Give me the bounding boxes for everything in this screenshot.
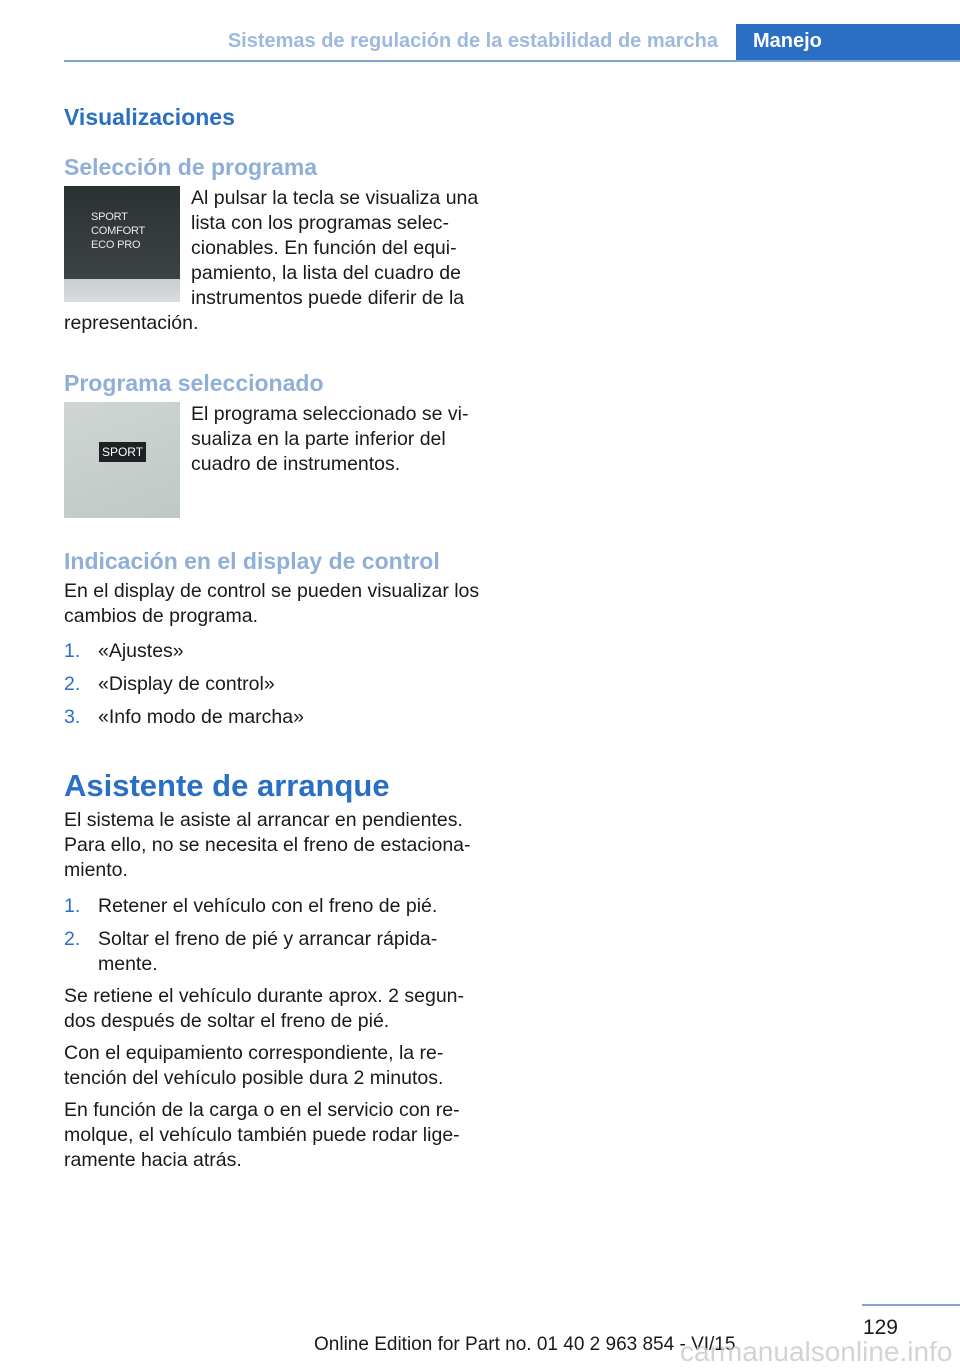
menu-item-sport: SPORT xyxy=(91,211,128,223)
program-menu xyxy=(91,210,145,252)
program-list-image xyxy=(64,186,180,302)
list-item: 2. «Display de control» xyxy=(64,673,275,695)
asistente-paragraph-1: Se retiene el vehículo durante aprox. 2 segun‐dos después de soltar el freno de pié. xyxy=(64,985,465,1032)
main-column xyxy=(64,102,480,1173)
header-chapter-tab: Manejo xyxy=(736,24,960,62)
list-item: 3. «Info modo de marcha» xyxy=(64,706,304,728)
seleccionado-block xyxy=(64,402,480,522)
watermark: carmanualsonline.info xyxy=(680,1336,953,1367)
footer-edition: Online Edition for Part no. 01 40 2 963 854 - VI/15 xyxy=(314,1334,736,1355)
menu-item-comfort: COMFORT xyxy=(91,225,146,237)
heading-seleccion-programa: Selección de programa xyxy=(64,154,318,180)
seleccion-block xyxy=(64,186,480,336)
display-steps xyxy=(64,639,480,730)
seleccionado-text: El programa seleccionado se vi‐sualiza en la parte inferior del cuadro de instrumentos. xyxy=(191,403,469,475)
asistente-intro: El sistema le asiste al arrancar en pendientes. Para ello, no se necesita el freno de estaciona‐miento. xyxy=(64,809,471,881)
heading-programa-seleccionado: Programa seleccionado xyxy=(64,370,324,396)
sport-badge: SPORT xyxy=(99,442,146,462)
asistente-paragraph-3: En función de la carga o en el servicio con re‐molque, el vehículo también puede rodar lige‐ramente hacia atrás. xyxy=(64,1099,460,1171)
list-item: 2. Soltar el freno de pié y arrancar rápida‐mente. xyxy=(64,928,438,975)
footer-rule xyxy=(862,1304,960,1306)
selected-program-image xyxy=(64,402,180,518)
page-header xyxy=(64,24,960,62)
display-intro: En el display de control se pueden visualizar los cambios de programa. xyxy=(64,580,480,627)
heading-asistente-arranque: Asistente de arranque xyxy=(64,768,390,803)
heading-display-control: Indicación en el display de control xyxy=(64,548,440,574)
list-item: 1. «Ajustes» xyxy=(64,640,184,662)
asistente-steps xyxy=(64,894,480,977)
heading-visualizaciones: Visualizaciones xyxy=(64,104,235,130)
seleccion-text: Al pulsar la tecla se visualiza una lista con los programas selec‐cionables. En función del equi‐pamiento, la lista del cuadro de instrumentos puede diferir de la representación. xyxy=(64,187,479,334)
page-number: 129 xyxy=(862,1316,898,1339)
asistente-paragraph-2: Con el equipamiento correspondiente, la re‐tención del vehículo posible dura 2 minutos. xyxy=(64,1042,444,1089)
list-item: 1. Retener el vehículo con el freno de pié. xyxy=(64,895,438,917)
header-section-title: Sistemas de regulación de la estabilidad de marcha xyxy=(227,30,718,52)
menu-item-eco-pro: ECO PRO xyxy=(91,239,141,251)
header-rule xyxy=(64,60,960,62)
